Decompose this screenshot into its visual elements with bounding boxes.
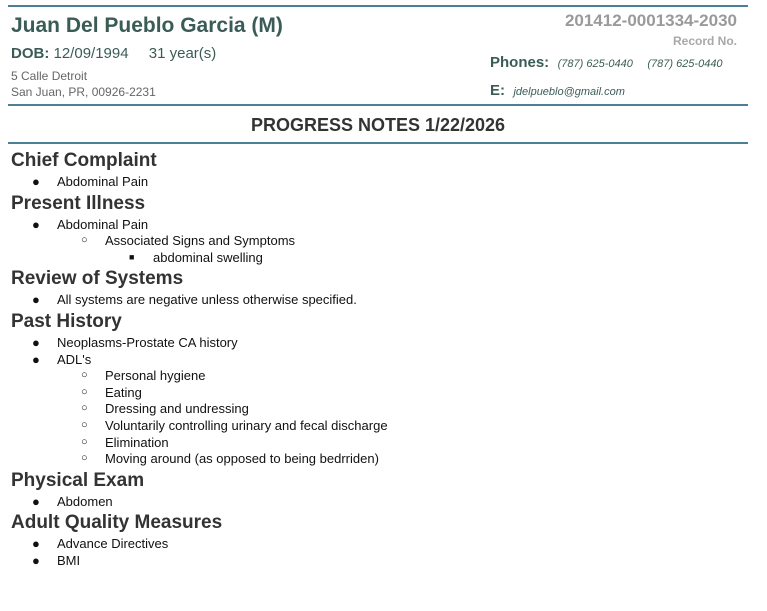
list-item: ○ Voluntarily controlling urinary and fecal discharge [81,417,388,433]
list-item: ■ abdominal swelling [129,249,263,265]
phones-label: Phones: [490,54,550,71]
list-item: ● Abdominal Pain [32,174,149,189]
list-item: ● Abdomen [32,493,113,509]
list-item: ● Abdominal Pain [32,216,149,232]
bullet-circle-icon: ○ [81,418,88,431]
bullet-circle-icon: ○ [81,369,88,382]
list-item: ● Neoplasms-Prostate CA history [32,334,238,350]
section-past-history [11,309,746,468]
list-item: ○ Elimination [81,434,169,450]
bullet-disc-icon: ● [32,334,40,350]
section-list [11,292,746,309]
phone-2: (787) 625-0440 [647,58,723,70]
bullet-disc-icon: ● [32,536,40,552]
header-top-rule [8,5,748,7]
document-title: PROGRESS NOTES 1/22/2026 [250,115,506,135]
bullet-circle-icon: ○ [81,402,88,415]
bullet-circle-icon: ○ [81,234,88,247]
section-title: Past History [11,310,122,332]
email-value: jdelpueblo@gmail.com [513,86,625,98]
bullet-disc-icon: ● [32,216,40,232]
address-line2: San Juan, PR, 00926-2231 [11,85,156,99]
section-title: Adult Quality Measures [11,512,223,534]
section-list [11,335,746,468]
bullet-square-icon: ■ [129,251,135,262]
bullet-disc-icon: ● [32,493,40,509]
bullet-circle-icon: ○ [81,452,88,465]
dob-label: DOB: [11,45,50,62]
section-title: Physical Exam [11,469,145,491]
section-list [11,494,746,511]
record-label: Record No. [672,34,737,48]
list-item: ○ Personal hygiene [81,368,206,384]
section-list [11,174,746,191]
section-present-illness [11,191,746,267]
dob-line [11,45,216,62]
notes-content [11,148,746,570]
bullet-circle-icon: ○ [81,435,88,448]
list-item: ○ Associated Signs and Symptoms [81,233,296,249]
header-bottom-rule [8,104,748,106]
title-rule [8,142,748,144]
phones-row [490,54,723,72]
section-list [11,536,746,569]
address-line1: 5 Calle Detroit [11,69,88,83]
section-chief-complaint [11,148,746,191]
section-list [11,217,746,267]
section-physical-exam [11,468,746,511]
list-item: ○ Dressing and undressing [81,401,249,417]
list-item: ○ Eating [81,384,142,400]
record-number: 201412-0001334-2030 [564,11,737,30]
email-row [490,82,625,100]
phone-1: (787) 625-0440 [557,58,633,70]
list-item: ● All systems are negative unless otherwise specified. [32,292,357,308]
bullet-disc-icon: ● [32,174,40,189]
list-item: ● BMI [32,552,81,568]
list-item: ○ Moving around (as opposed to being bedrriden) [81,451,379,467]
patient-name: Juan Del Pueblo Garcia (M) [11,14,283,37]
email-label: E: [490,82,505,99]
bullet-disc-icon: ● [32,351,40,367]
section-adult-quality-measures [11,510,746,569]
section-title: Present Illness [11,192,146,214]
list-item: ● Advance Directives [32,536,169,552]
bullet-circle-icon: ○ [81,385,88,398]
bullet-disc-icon: ● [32,552,40,568]
section-title: Review of Systems [11,268,184,290]
bullet-disc-icon: ● [32,292,40,308]
list-item: ● ADL's [32,351,92,367]
age-value: 31 year(s) [148,45,217,62]
section-title: Chief Complaint [11,150,157,171]
dob-value: 12/09/1994 [53,45,129,62]
section-review-of-systems [11,266,746,309]
